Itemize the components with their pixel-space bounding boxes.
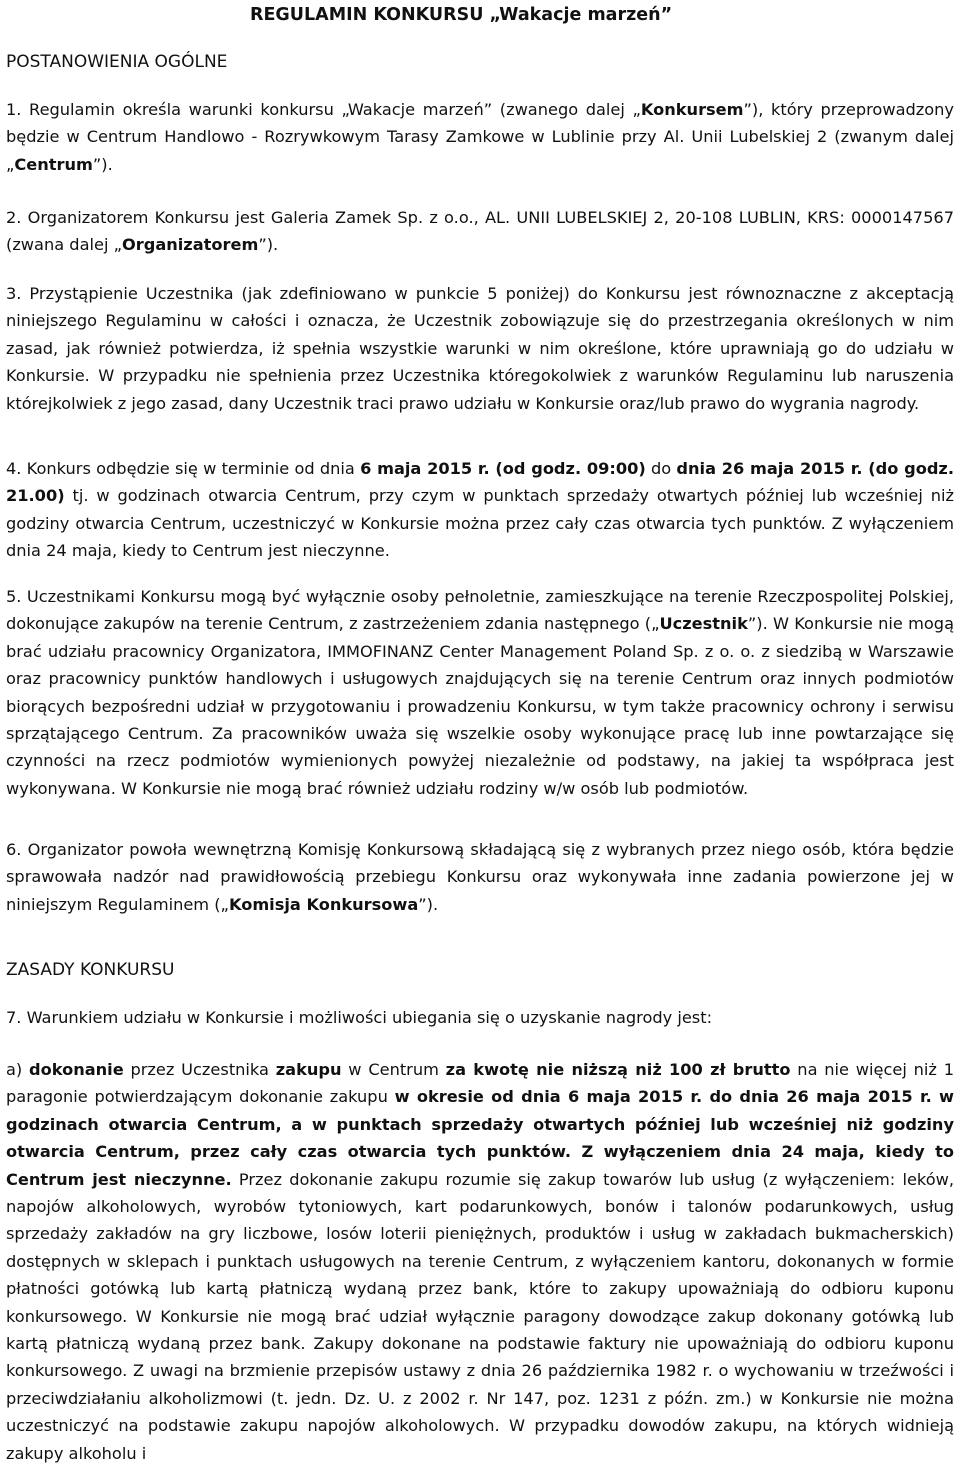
paragraph-text: tj. w godzinach otwarcia Centrum, przy czym w punktach sprzedaży otwartych później lub wcześniej niż godziny otwarcia Centrum, uczestniczyć w Konkursie można przez cały czas otwarcia tych punktów. Z wyłączeniem dnia 24 maja, kiedy to Centrum jest nieczynne. [6, 486, 954, 561]
paragraph-text: 3. Przystąpienie Uczestnika (jak zdefiniowano w punkcie 5 poniżej) do Konkursu jest równoznaczne z akceptacją niniejszego Regulaminu w całości i oznacza, że Uczestnik zobowiązuje się do przestrzegania określonych w nim zasad, jak również potwierdza, iż spełnia wszystkie warunki w nim określone, które uprawniają go do udziału w Konkursie. W przypadku nie spełnienia przez Uczestnika któregokolwiek z warunków Regulaminu lub naruszenia którejkolwiek z jego zasad, dany Uczestnik traci prawo udziału w Konkursie oraz/lub prawo do wygrania nagrody. [6, 284, 954, 413]
paragraph-text: 2. Organizatorem Konkursu jest Galeria Zamek Sp. z o.o., AL. UNII LUBELSKIEJ 2, 20-108 LUBLIN, KRS: 0000147567 (zwana dalej „ [6, 208, 954, 255]
paragraph-text: na nie więcej niż 1 paragonie potwierdzającym dokonanie zakupu [6, 1060, 954, 1107]
paragraph-4 [6, 455, 954, 565]
paragraph-text: przez Uczestnika [123, 1060, 276, 1079]
paragraph-text: a) [6, 1060, 30, 1079]
paragraph-bold: Organizatorem [121, 235, 259, 255]
section-heading-rules: ZASADY KONKURSU [6, 960, 175, 980]
paragraph-text: 4. Konkurs odbędzie się w terminie od dnia [6, 459, 361, 478]
paragraph-7 [6, 1004, 954, 1031]
document-title: REGULAMIN KONKURSU „Wakacje marzeń” [250, 5, 673, 25]
paragraph-text: ”). [258, 235, 279, 255]
paragraph-text: 5. Uczestnikami Konkursu mogą być wyłącznie osoby pełnoletnie, zamieszkujące na terenie Rzeczpospolitej Polskiej, dokonujące zakupów na terenie Centrum, z zastrzeżeniem zdania następnego („ [6, 587, 954, 634]
paragraph-6 [6, 836, 954, 918]
paragraph-bold: Centrum [14, 154, 93, 174]
paragraph-bold: Komisja Konkursowa [228, 894, 419, 914]
paragraph-text: ”). [418, 894, 439, 914]
paragraph-5 [6, 583, 954, 802]
paragraph-text: ”). [92, 154, 113, 174]
paragraph-text: 7. Warunkiem udziału w Konkursie i możliwości ubiegania się o uzyskanie nagrody jest: [6, 1008, 713, 1027]
paragraph-bold: dnia 26 maja 2015 r. (do godz. 21.00) [6, 459, 954, 506]
paragraph-text: w Centrum [341, 1060, 446, 1079]
paragraph-bold: Konkursem [640, 100, 744, 119]
paragraph-text: 1. Regulamin określa warunki konkursu „Wakacje marzeń” (zwanego dalej „ [6, 100, 641, 119]
paragraph-3 [6, 280, 954, 417]
paragraph-2 [6, 204, 954, 259]
paragraph-bold: dokonanie [29, 1060, 124, 1079]
paragraph-text: ”). W Konkursie nie mogą brać udziału pracownicy Organizatora, IMMOFINANZ Center Management Poland Sp. z o. o. z siedzibą w Warszawie oraz pracownicy punktów handlowych i usługowych znajdujących się na terenie Centrum oraz innych podmiotów biorących bezpośredni udział w przygotowaniu i prowadzeniu Konkursu, w tym także pracownicy ochrony i serwisu sprzątającego Centrum. Za pracowników uważa się wszelkie osoby wykonujące pracę lub inne powtarzające się czynności na rzecz podmiotów wymienionych powyżej niezależnie od podstawy, na jakiej ta współpraca jest wykonywana. W Konkursie nie mogą brać również udziału rodziny w/w osób lub podmiotów. [6, 614, 954, 798]
paragraph-text: Przez dokonanie zakupu rozumie się zakup towarów lub usług (z wyłączeniem: leków, napojów alkoholowych, wyrobów tytoniowych, kart podarunkowych, bonów i talonów podarunkowych, usług sprzedaży zakładów na gry liczbowe, losów loterii pieniężnych, produktów i usług w zakładach bukmacherskich) dostępnych w sklepach i punktach usługowych na terenie Centrum, z wyłączeniem kantoru, dokonanych w formie płatności gotówką lub kartą płatniczą wydaną przez bank, które to zakupy upoważniają do odbioru kuponu konkursowego. W Konkursie nie mogą brać udział wyłącznie paragony dowodzące zakup dokonany gotówką lub kartą płatniczą wydaną przez bank. Zakupy dokonane na podstawie faktury nie upoważniają do odbioru kuponu konkursowego. Z uwagi na brzmienie przepisów ustawy z dnia 26 października 1982 r. o wychowaniu w trzeźwości i przeciwdziałaniu alkoholizmowi (t. jedn. Dz. U. z 2002 r. Nr 147, poz. 1231 z późn. zm.) w Konkursie nie można uczestniczyć na podstawie zakupu napojów alkoholowych. W przypadku dowodów zakupu, na których widnieją zakupy alkoholu i [6, 1169, 954, 1463]
paragraph-bold: zakupu [275, 1060, 342, 1079]
paragraph-1 [6, 96, 954, 178]
paragraph-a [6, 1056, 954, 1467]
paragraph-text: 6. Organizator powoła wewnętrzną Komisję Konkursową składającą się z wybranych przez niego osób, która będzie sprawowała nadzór nad prawidłowością przebiegu Konkursu oraz wykonywała inne zadania powierzone jej w niniejszym Regulaminem („ [6, 840, 954, 914]
paragraph-bold: w okresie od dnia 6 maja 2015 r. do dnia 26 maja 2015 r. w godzinach otwarcia Centrum, a w punktach sprzedaży otwartych później lub wcześniej niż godziny otwarcia Centrum, przez cały czas otwarcia tych punktów. Z wyłączeniem dnia 24 maja, kiedy to Centrum jest nieczynne. [6, 1087, 954, 1189]
paragraph-text: do [645, 459, 677, 478]
paragraph-bold: 6 maja 2015 r. (od godz. 09:00) [360, 459, 646, 478]
paragraph-bold: za kwotę nie niższą niż 100 zł brutto [445, 1060, 791, 1079]
paragraph-text: ”), który przeprowadzony będzie w Centrum Handlowo - Rozrywkowym Tarasy Zamkowe w Lublinie przy Al. Unii Lubelskiej 2 (zwanym dalej „ [6, 100, 955, 174]
section-heading-general: POSTANOWIENIA OGÓLNE [6, 52, 228, 72]
paragraph-bold: Uczestnik [659, 614, 748, 634]
